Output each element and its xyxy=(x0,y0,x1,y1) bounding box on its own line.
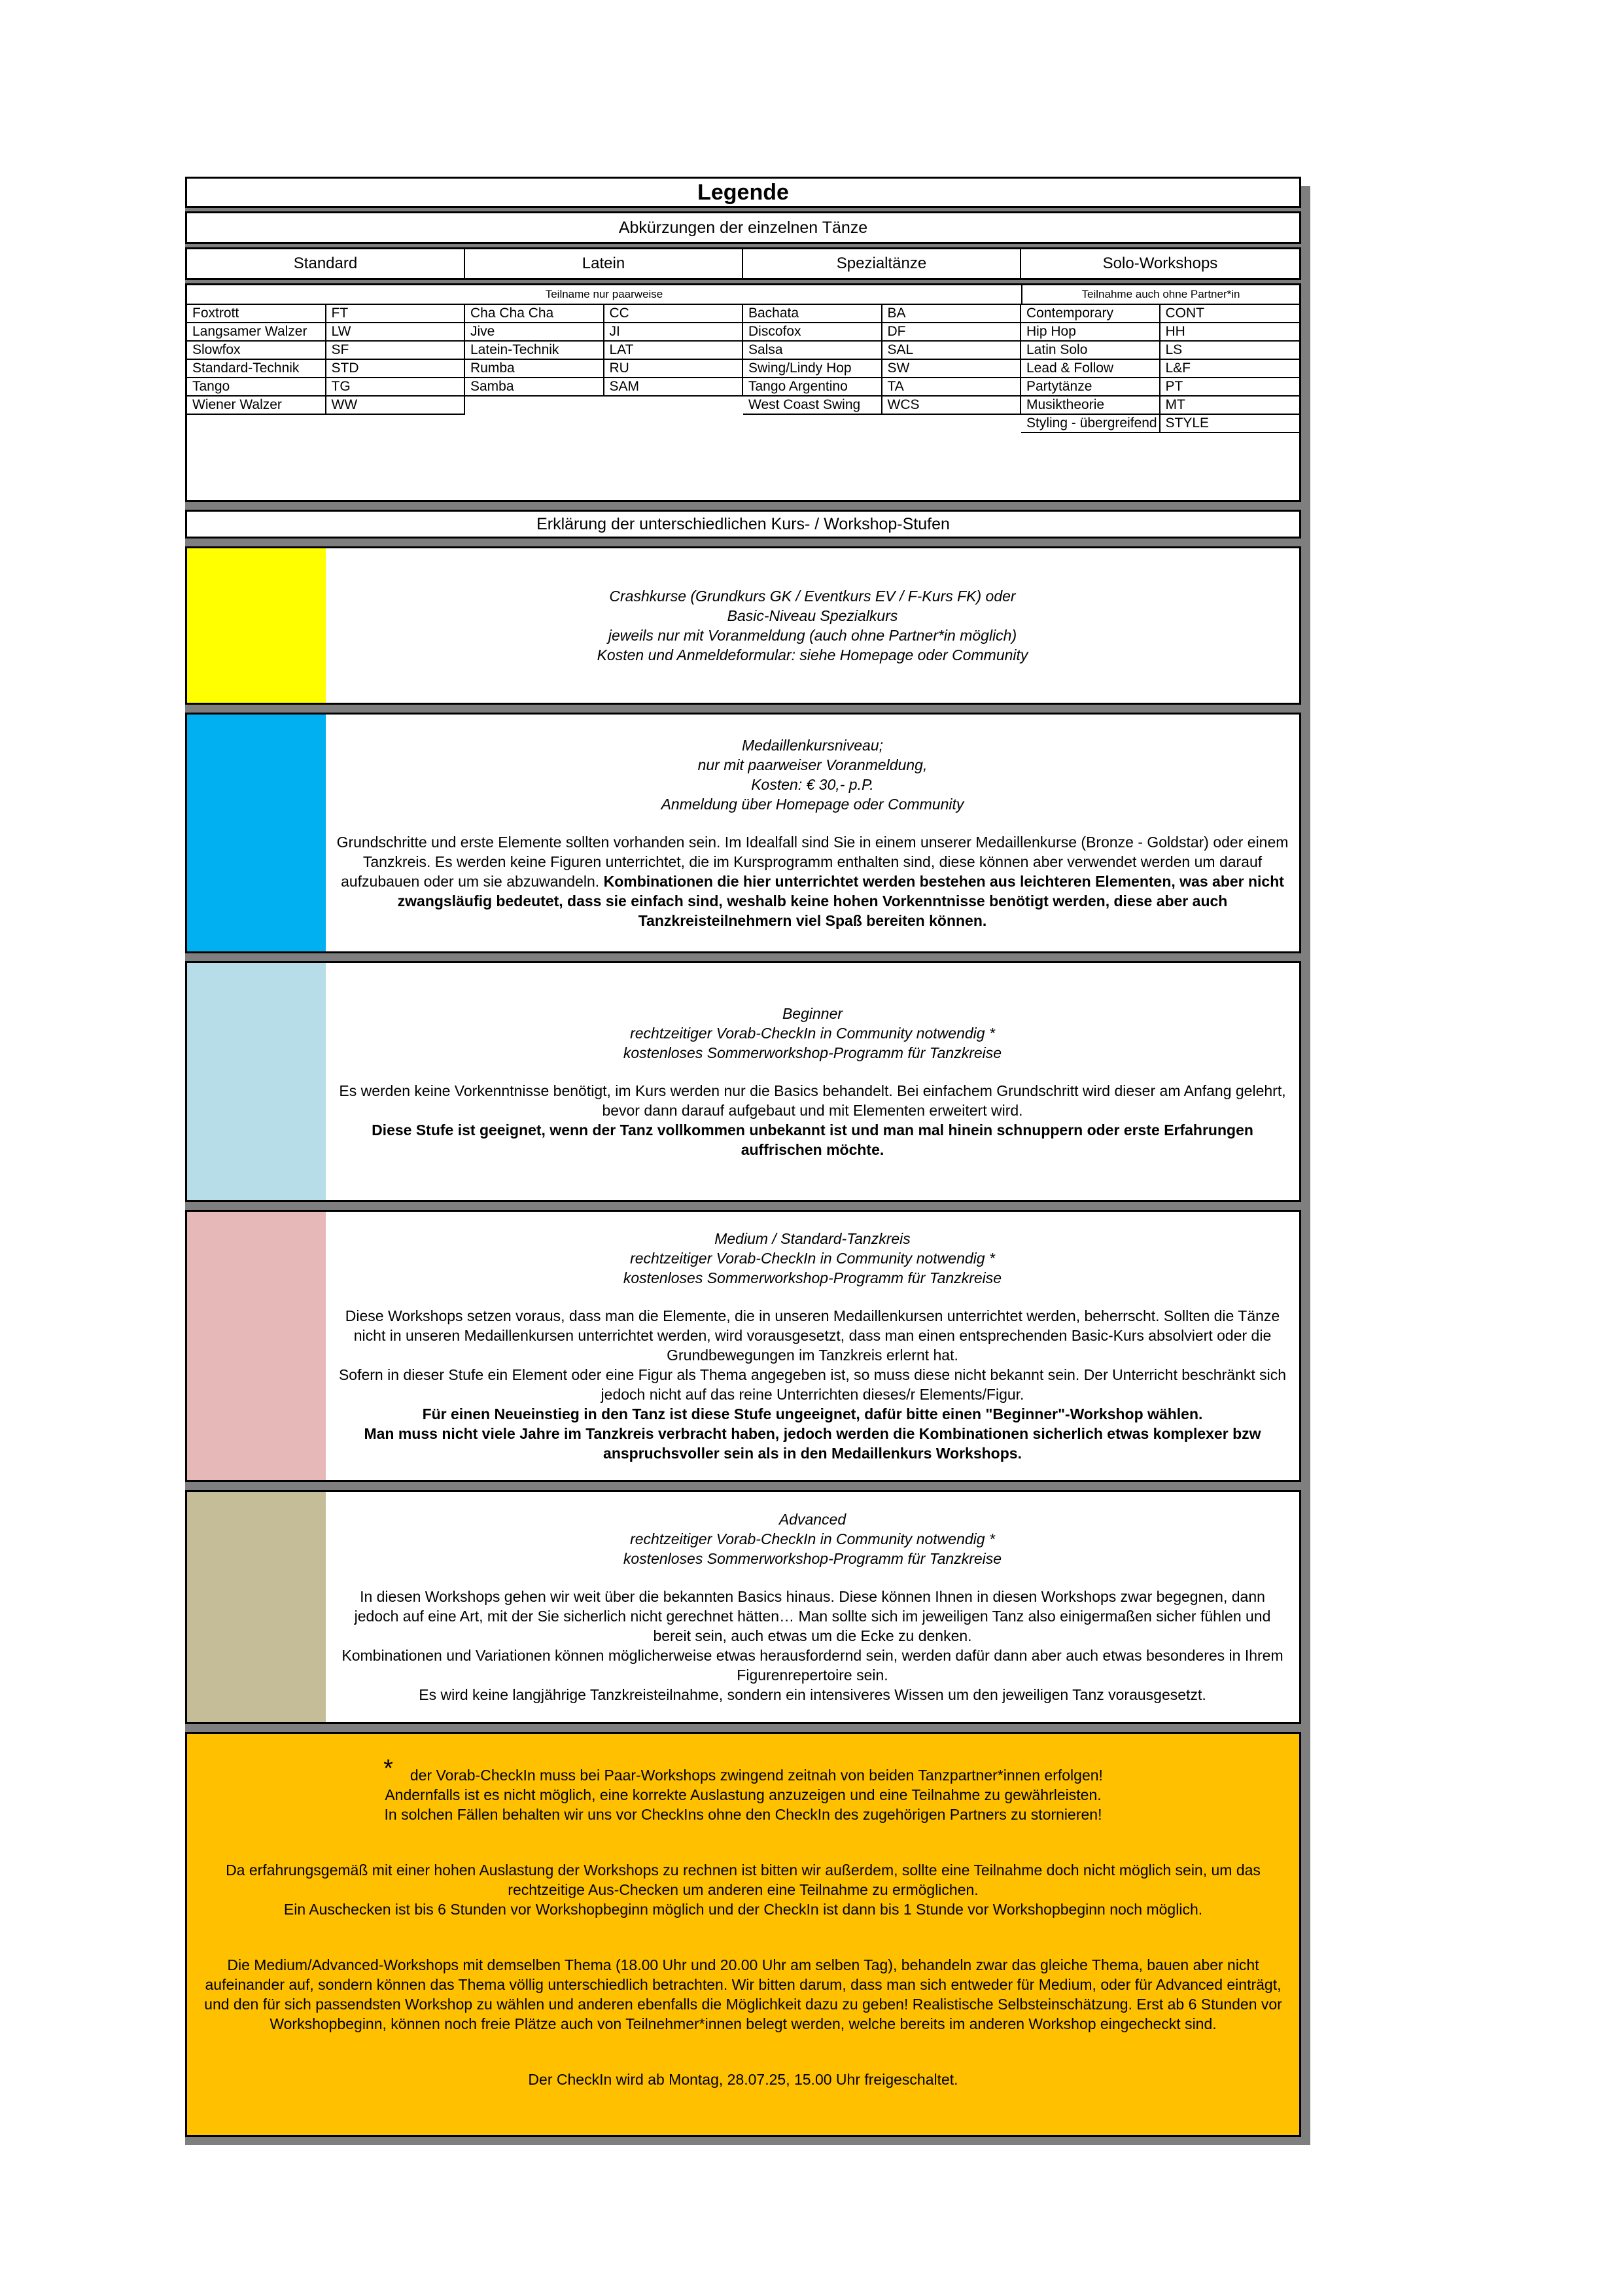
dance-name-cell: Cha Cha Cha xyxy=(465,305,604,323)
level-header-line: Kosten: € 30,- p.P. xyxy=(751,776,874,793)
level-header-line: Crashkurse (Grundkurs GK / Eventkurs EV / F-Kurs FK) oder xyxy=(609,588,1016,605)
legend-sheet xyxy=(185,177,1301,2145)
dance-code-cell: CC xyxy=(604,305,744,323)
table-row xyxy=(743,305,1021,323)
table-row xyxy=(465,323,743,342)
dance-name-cell: West Coast Swing xyxy=(743,397,882,415)
abbreviations-subtitle-row xyxy=(185,211,1301,244)
level-sections xyxy=(185,546,1301,1732)
level-header xyxy=(336,1229,1289,1288)
level-header-line: jeweils nur mit Voranmeldung (auch ohne Partner*in möglich) xyxy=(608,627,1017,644)
footer-line: Da erfahrungsgemäß mit einer hohen Auslastung der Workshops zu rechnen ist bitten wir außerdem, sollte eine Teilnahme doch nicht möglich sein, um das rechtzeitige Aus-Checken um anderen eine Teilnahme zu ermöglichen. xyxy=(226,1862,1261,1898)
footer-paragraph xyxy=(204,1955,1282,2034)
page-title: Legende xyxy=(697,179,789,205)
footer-paragraph xyxy=(204,1860,1282,1919)
dance-name-cell: Contemporary xyxy=(1021,305,1161,323)
legend-title-row xyxy=(185,177,1301,208)
level-header-line: rechtzeitiger Vorab-CheckIn in Community notwendig * xyxy=(630,1250,995,1267)
dance-name-cell: Latin Solo xyxy=(1021,342,1161,360)
footer-line: In solchen Fällen behalten wir uns vor CheckIns ohne den CheckIn des zugehörigen Partners zu stornieren! xyxy=(384,1806,1102,1823)
table-row xyxy=(187,397,465,415)
drop-shadow xyxy=(1301,186,1310,2145)
dance-name-cell: Tango Argentino xyxy=(743,378,882,397)
levels-header: Erklärung der unterschiedlichen Kurs- / Workshop-Stufen xyxy=(536,514,950,533)
level-description-run: Es wird keine langjährige Tanzkreisteilnahme, sondern ein intensiveres Wissen um den jeweiligen Tanz vorausgesetzt. xyxy=(419,1686,1206,1703)
divider xyxy=(185,539,1301,546)
level-header-line: Advanced xyxy=(778,1511,846,1528)
abbreviation-column-0 xyxy=(187,305,465,415)
level-header xyxy=(336,1004,1289,1063)
dance-code-cell: FT xyxy=(326,305,466,323)
table-row xyxy=(1021,305,1299,323)
divider xyxy=(185,705,1301,713)
dance-name-cell: Hip Hop xyxy=(1021,323,1161,342)
level-header xyxy=(336,1510,1289,1568)
level-header-line: Basic-Niveau Spezialkurs xyxy=(727,607,898,624)
footer-line: Die Medium/Advanced-Workshops mit demselben Thema (18.00 Uhr und 20.00 Uhr am selben Tag), behandeln zwar das gleiche Thema, bauen aber nicht aufeinander auf, sondern können das Thema völlig unterschiedlich betrachten. Wir bitten darum, dass man sich entweder für Medium, oder für Advanced einträgt, und den für sich passendsten Workshop zu wählen und anderen ebenfalls die Möglichkeit dazu zu geben! Realistische Selbsteinschätzung. Erst ab 6 Stunden vor Workshopbeginn, können noch freie Plätze auch von Teilnehmer*innen belegt werden, welche bereits im anderen Workshop eingecheckt sind. xyxy=(204,1956,1282,2032)
table-row xyxy=(465,378,743,397)
dance-name-cell: Standard-Technik xyxy=(187,360,326,378)
footer-line: Andernfalls ist es nicht möglich, eine korrekte Auslastung anzuzeigen und eine Teilnahme zu gewährleisten. xyxy=(385,1786,1102,1803)
level-header-line: Kosten und Anmeldeformular: siehe Homepage oder Community xyxy=(597,646,1028,663)
abbreviation-column-3 xyxy=(1021,305,1299,433)
abbreviation-table-box xyxy=(185,283,1301,502)
dance-code-cell: SW xyxy=(882,360,1022,378)
level-header-line: rechtzeitiger Vorab-CheckIn in Community notwendig * xyxy=(630,1530,995,1547)
dance-code-cell: SF xyxy=(326,342,466,360)
dance-code-cell: L&F xyxy=(1161,360,1300,378)
table-row xyxy=(743,323,1021,342)
footer-line: Der CheckIn wird ab Montag, 28.07.25, 15.00 Uhr freigeschaltet. xyxy=(528,2071,958,2088)
dance-code-cell: LW xyxy=(326,323,466,342)
level-header-line: kostenloses Sommerworkshop-Programm für Tanzkreise xyxy=(623,1044,1002,1061)
level-description xyxy=(336,832,1289,930)
table-row xyxy=(465,305,743,323)
level-description-run: Grundschritte und erste Elemente sollten vorhanden sein. Im Idealfall sind Sie in einem unserer Medaillenkurse (Bronze - Goldstar) oder einem Tanzkreis. Es werden keine Figuren unterrichtet, die im Kursprogramm enthalten sind, diese können aber verwendet werden um darauf aufzubauen oder um sie abzuwandeln. xyxy=(336,834,1289,890)
footer-paragraph xyxy=(204,2070,1282,2089)
pair-participation-note: Teilname nur paarweise xyxy=(545,288,663,300)
abbreviation-column-2 xyxy=(743,305,1021,415)
table-row xyxy=(187,323,465,342)
abbreviation-table xyxy=(187,305,1299,433)
level-header-line: Beginner xyxy=(782,1005,843,1022)
level-description xyxy=(336,1587,1289,1704)
level-description xyxy=(336,1081,1289,1159)
level-header-line: nur mit paarweiser Voranmeldung, xyxy=(697,756,928,773)
level-color-swatch xyxy=(187,963,326,1200)
category-header-latein: Latein xyxy=(465,249,743,278)
empty-space xyxy=(187,433,1299,500)
category-header-solo-workshops: Solo-Workshops xyxy=(1102,255,1218,272)
footer-note-box xyxy=(185,1732,1301,2137)
dance-code-cell: CONT xyxy=(1161,305,1300,323)
footer-line: Ein Auschecken ist bis 6 Stunden vor Workshopbeginn möglich und der CheckIn ist dann bis 1 Stunde vor Workshopbeginn noch möglich. xyxy=(283,1901,1203,1918)
dance-code-cell: TG xyxy=(326,378,466,397)
divider xyxy=(185,2137,1301,2145)
dance-name-cell: Wiener Walzer xyxy=(187,397,326,415)
level-section-beginner xyxy=(185,961,1301,1202)
table-row xyxy=(743,397,1021,415)
level-color-swatch xyxy=(187,548,326,703)
solo-participation-note: Teilnahme auch ohne Partner*in xyxy=(1021,285,1299,304)
level-content xyxy=(326,548,1299,703)
dance-code-cell: BA xyxy=(882,305,1022,323)
table-row xyxy=(465,360,743,378)
table-row xyxy=(1021,323,1299,342)
dance-name-cell: Rumba xyxy=(465,360,604,378)
dance-name-cell: Musiktheorie xyxy=(1021,397,1161,415)
level-header-line: rechtzeitiger Vorab-CheckIn in Community notwendig * xyxy=(630,1025,995,1042)
dance-code-cell: RU xyxy=(604,360,744,378)
levels-header-row xyxy=(185,510,1301,539)
dance-name-cell: Tango xyxy=(187,378,326,397)
level-header-line: Medium / Standard-Tanzkreis xyxy=(714,1230,911,1247)
level-header xyxy=(336,586,1289,665)
dance-code-cell: WW xyxy=(326,397,466,415)
level-color-swatch xyxy=(187,1212,326,1480)
dance-code-cell: MT xyxy=(1161,397,1300,415)
table-row xyxy=(187,360,465,378)
level-description-run: Man muss nicht viele Jahre im Tanzkreis verbracht haben, jedoch werden die Kombinationen sicherlich etwas komplexer bzw anspruchsvoller sein als in den Medaillenkurs Workshops. xyxy=(364,1425,1261,1462)
dance-name-cell: Lead & Follow xyxy=(1021,360,1161,378)
dance-name-cell: Foxtrott xyxy=(187,305,326,323)
level-section-medaillenkursniveau xyxy=(185,713,1301,953)
dance-name-cell: Latein-Technik xyxy=(465,342,604,360)
level-section-advanced xyxy=(185,1490,1301,1724)
dance-name-cell: Styling - übergreifend xyxy=(1021,415,1161,433)
table-row xyxy=(1021,378,1299,397)
level-description-run: Sofern in dieser Stufe ein Element oder eine Figur als Thema angegeben ist, so muss diese nicht bekannt sein. Der Unterricht beschränkt sich jedoch nicht auf das reine Unterrichten dieses/r Elements/Figur. xyxy=(338,1366,1287,1403)
level-description xyxy=(336,1306,1289,1463)
dance-category-header-row xyxy=(185,247,1301,280)
footer-line: der Vorab-CheckIn muss bei Paar-Workshops zwingend zeitnah von beiden Tanzpartner*innen erfolgen! xyxy=(410,1767,1103,1784)
table-row xyxy=(743,360,1021,378)
level-header-line: Medaillenkursniveau; xyxy=(741,737,884,754)
dance-name-cell: Bachata xyxy=(743,305,882,323)
level-description-run: Kombinationen die hier unterrichtet werden bestehen aus leichteren Elementen, was aber nicht zwangsläufig bedeutet, dass sie einfach sind, weshalb keine hohen Vorkenntnisse benötigt werden, diese aber auch Tanzkreisteilnehmern viel Spaß bereiten können. xyxy=(397,873,1284,929)
level-description-run: Diese Workshops setzen voraus, dass man die Elemente, die in unseren Medaillenkursen unterrichtet werden, beherrscht. Sollten die Tänze nicht in unseren Medaillenkursen unterrichtet werden, wird vorausgesetzt, dass man einen entsprechenden Basic-Kurs absolviert oder die Grundbewegungen im Tanzkreis erlernt hat. xyxy=(345,1307,1280,1364)
level-header-line: kostenloses Sommerworkshop-Programm für Tanzkreise xyxy=(623,1550,1002,1567)
dance-name-cell: Samba xyxy=(465,378,604,397)
dance-name-cell: Partytänze xyxy=(1021,378,1161,397)
level-description-run: Es werden keine Vorkenntnisse benötigt, im Kurs werden nur die Basics behandelt. Bei einfachem Grundschritt wird dieser am Anfang gelehrt, bevor dann darauf aufgebaut und mit Elementen erweitert wird. xyxy=(339,1082,1286,1119)
dance-code-cell: LS xyxy=(1161,342,1300,360)
table-row xyxy=(187,305,465,323)
category-header-spezialtaenze: Spezialtänze xyxy=(743,249,1021,278)
table-row xyxy=(187,378,465,397)
level-header-line: kostenloses Sommerworkshop-Programm für Tanzkreise xyxy=(623,1269,1002,1286)
dance-name-cell: Swing/Lindy Hop xyxy=(743,360,882,378)
level-description-run: Kombinationen und Variationen können möglicherweise etwas herausfordernd sein, werden dafür dann aber auch etwas besonderes in Ihrem Figurenrepertoire sein. xyxy=(341,1647,1283,1684)
level-header xyxy=(336,735,1289,814)
dance-code-cell: TA xyxy=(882,378,1022,397)
dance-code-cell: SAM xyxy=(604,378,744,397)
dance-code-cell: DF xyxy=(882,323,1022,342)
level-section-crashkurse xyxy=(185,546,1301,705)
divider xyxy=(185,1724,1301,1732)
participation-notes-row xyxy=(187,285,1299,305)
level-content xyxy=(326,715,1299,951)
table-row xyxy=(743,378,1021,397)
divider xyxy=(185,953,1301,961)
dance-code-cell: PT xyxy=(1161,378,1300,397)
abbreviation-column-1 xyxy=(465,305,743,397)
table-row xyxy=(1021,360,1299,378)
table-row xyxy=(1021,397,1299,415)
level-color-swatch xyxy=(187,1492,326,1722)
dance-code-cell: STYLE xyxy=(1161,415,1300,433)
dance-name-cell: Discofox xyxy=(743,323,882,342)
level-description-run: Für einen Neueinstieg in den Tanz ist diese Stufe ungeeignet, dafür bitte einen "Beginner"-Workshop wählen. xyxy=(422,1405,1203,1422)
level-content xyxy=(326,963,1299,1200)
level-content xyxy=(326,1492,1299,1722)
category-header-standard: Standard xyxy=(187,249,465,278)
dance-name-cell: Jive xyxy=(465,323,604,342)
level-header-line: Anmeldung über Homepage oder Community xyxy=(661,796,964,813)
level-description-run: In diesen Workshops gehen wir weit über die bekannten Basics hinaus. Diese können Ihnen in diesen Workshops zwar begegnen, dann jedoch auf eine Art, mit der Sie sicherlich nicht gerechnet hätten… Man sollte sich im jeweiligen Tanz also einigermaßen sicher fühlen und bereit sein, auch etwas um die Ecke zu denken. xyxy=(354,1588,1271,1644)
abbreviations-subtitle: Abkürzungen der einzelnen Tänze xyxy=(618,218,868,237)
footer-paragraph: * der Vorab-CheckIn muss bei Paar-Workshops zwingend zeitnah von beiden Tanzpartner*innen erfolgen! Andernfalls ist es nicht möglich, eine korrekte Auslastung anzuzeigen und eine Teilnahme zu gewährleisten. In solchen Fällen behalten wir uns vor CheckIns ohne den CheckIn des zugehörigen Partners zu stornieren! xyxy=(383,1755,1103,1823)
dance-name-cell: Langsamer Walzer xyxy=(187,323,326,342)
dance-code-cell: WCS xyxy=(882,397,1022,415)
divider xyxy=(185,502,1301,510)
table-row xyxy=(743,342,1021,360)
level-color-swatch xyxy=(187,715,326,951)
table-row xyxy=(1021,342,1299,360)
dance-name-cell: Salsa xyxy=(743,342,882,360)
table-row xyxy=(187,342,465,360)
dance-name-cell: Slowfox xyxy=(187,342,326,360)
level-description-run: Diese Stufe ist geeignet, wenn der Tanz vollkommen unbekannt ist und man mal hinein schnuppern oder erste Erfahrungen auffrischen möchte. xyxy=(372,1122,1253,1158)
dance-code-cell: JI xyxy=(604,323,744,342)
divider xyxy=(185,1202,1301,1210)
dance-code-cell: HH xyxy=(1161,323,1300,342)
table-row xyxy=(1021,415,1299,433)
dance-code-cell: SAL xyxy=(882,342,1022,360)
table-row xyxy=(465,342,743,360)
dance-code-cell: STD xyxy=(326,360,466,378)
dance-code-cell: LAT xyxy=(604,342,744,360)
level-section-medium xyxy=(185,1210,1301,1482)
level-content xyxy=(326,1212,1299,1480)
divider xyxy=(185,1482,1301,1490)
